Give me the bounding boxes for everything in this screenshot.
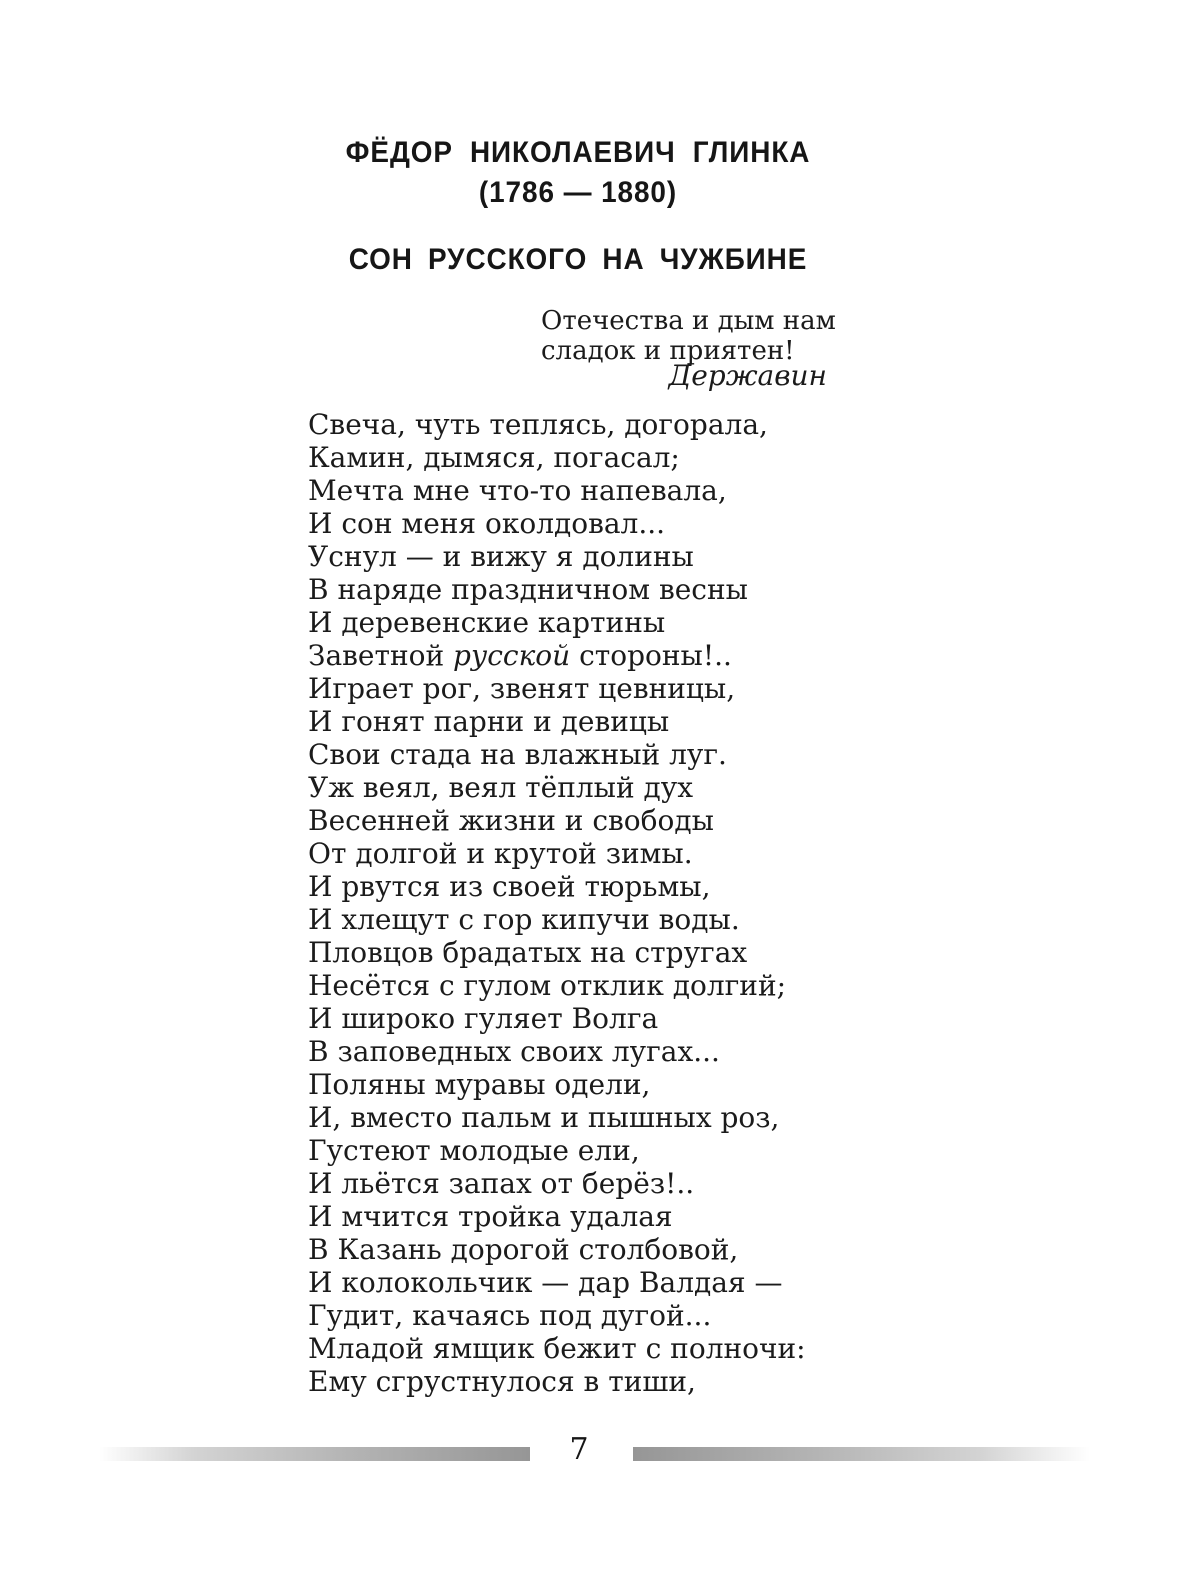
poem-text: Поляны муравы одели, bbox=[308, 1068, 651, 1101]
poem-line bbox=[308, 1233, 806, 1266]
epigraph-attribution: Державин bbox=[668, 359, 827, 392]
poem-line bbox=[308, 1101, 806, 1134]
epigraph-line: сладок и приятен! bbox=[541, 336, 795, 366]
poem-line bbox=[308, 474, 806, 507]
poem-text: Мечта мне что-то напевала, bbox=[308, 474, 727, 507]
footer-rule-right bbox=[633, 1447, 1090, 1461]
poem-text: И деревенские картины bbox=[308, 606, 666, 639]
poem-text: Заветной bbox=[308, 639, 454, 672]
page-number: 7 bbox=[569, 1432, 589, 1467]
poem-text: И хлещут с гор кипучи воды. bbox=[308, 903, 740, 936]
poem-word-italic: русской bbox=[453, 639, 571, 672]
poem-line bbox=[308, 738, 806, 771]
poem-text: Несётся с гулом отклик долгий; bbox=[308, 969, 787, 1002]
poem-line bbox=[308, 606, 806, 639]
poem-text: И гонят парни и девицы bbox=[308, 705, 670, 738]
poem-line bbox=[308, 771, 806, 804]
poem-line bbox=[308, 1068, 806, 1101]
poem-text: Уснул — и вижу я долины bbox=[308, 540, 694, 573]
poem-text: В наряде праздничном весны bbox=[308, 573, 748, 606]
poem-text: И колокольчик — дар Валдая — bbox=[308, 1266, 783, 1299]
poem-line bbox=[308, 573, 806, 606]
poem-text: Свои стада на влажный луг. bbox=[308, 738, 727, 771]
poem-line bbox=[308, 1200, 806, 1233]
poem-line bbox=[308, 1299, 806, 1332]
poem-line bbox=[308, 903, 806, 936]
poem-text: Свеча, чуть теплясь, догорала, bbox=[308, 408, 768, 441]
poem-text: В заповедных своих лугах... bbox=[308, 1035, 720, 1068]
poem-text: И мчится тройка удалая bbox=[308, 1200, 673, 1233]
poem-text: Младой ямщик бежит с полночи: bbox=[308, 1332, 806, 1365]
poem-text: Весенней жизни и свободы bbox=[308, 804, 714, 837]
poem-text: И, вместо пальм и пышных роз, bbox=[308, 1101, 780, 1134]
poem-line bbox=[308, 705, 806, 738]
footer-rule-left bbox=[99, 1447, 530, 1461]
poem-text: стороны!.. bbox=[570, 639, 732, 672]
author-dates: (1786 — 1880) bbox=[478, 176, 678, 209]
epigraph bbox=[541, 306, 836, 366]
poem-text: Камин, дымяся, погасал; bbox=[308, 441, 680, 474]
poem-line bbox=[308, 408, 806, 441]
poem-text: И рвутся из своей тюрьмы, bbox=[308, 870, 711, 903]
poem-line bbox=[308, 672, 806, 705]
poem-line bbox=[308, 1002, 806, 1035]
poem-line bbox=[308, 639, 806, 672]
poem-text: И льётся запах от берёз!.. bbox=[308, 1167, 695, 1200]
poem-line bbox=[308, 540, 806, 573]
poem-text: Играет рог, звенят цевницы, bbox=[308, 672, 736, 705]
poem-text: И сон меня околдовал... bbox=[308, 507, 666, 540]
poem-line bbox=[308, 1266, 806, 1299]
poem-text: Гудит, качаясь под дугой... bbox=[308, 1299, 712, 1332]
poem-line bbox=[308, 870, 806, 903]
poem-line bbox=[308, 936, 806, 969]
poem-line bbox=[308, 1167, 806, 1200]
poem-line bbox=[308, 1365, 806, 1398]
poem-line bbox=[308, 837, 806, 870]
poem-line bbox=[308, 1035, 806, 1068]
epigraph-line: Отечества и дым нам bbox=[541, 306, 836, 336]
poem-line bbox=[308, 1134, 806, 1167]
author-name: ФЁДОР НИКОЛАЕВИЧ ГЛИНКА bbox=[345, 136, 811, 169]
poem-line bbox=[308, 969, 806, 1002]
poem-text: Пловцов брадатых на стругах bbox=[308, 936, 748, 969]
poem-line bbox=[308, 804, 806, 837]
poem-text: Густеют молодые ели, bbox=[308, 1134, 640, 1167]
poem-text: И широко гуляет Волга bbox=[308, 1002, 659, 1035]
poem bbox=[308, 408, 806, 1398]
poem-text: От долгой и крутой зимы. bbox=[308, 837, 693, 870]
poem-line bbox=[308, 507, 806, 540]
poem-text: В Казань дорогой столбовой, bbox=[308, 1233, 739, 1266]
poem-text: Уж веял, веял тёплый дух bbox=[308, 771, 694, 804]
poem-text: Ему сгрустнулося в тиши, bbox=[308, 1365, 696, 1398]
poem-line bbox=[308, 441, 806, 474]
poem-title: СОН РУССКОГО НА ЧУЖБИНЕ bbox=[348, 243, 808, 276]
poem-line bbox=[308, 1332, 806, 1365]
